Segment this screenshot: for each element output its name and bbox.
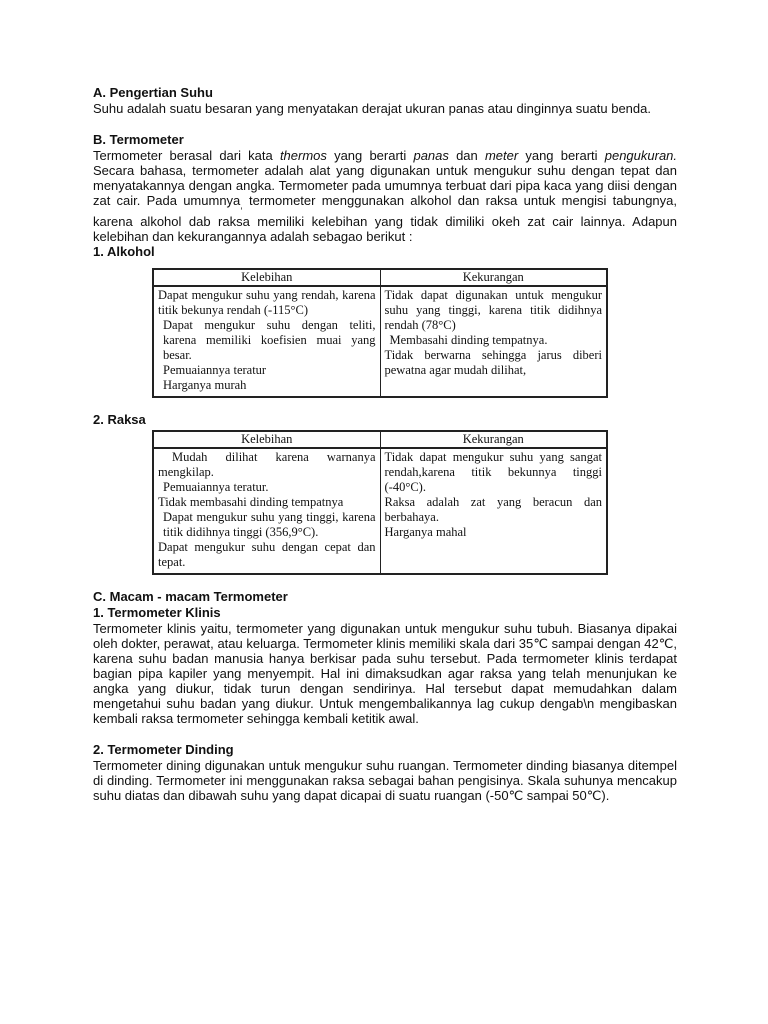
- heading-raksa: 2. Raksa: [93, 411, 146, 427]
- list-item: Dapat mengukur suhu dengan cepat dan tepat.: [158, 539, 376, 569]
- paragraph-termometer-dinding: Termometer dining digunakan untuk mengukur suhu ruangan. Termometer dinding biasanya ditempel di dinding. Termometer ini menggunakan raksa sebagai bahan pengisinya. Skala suhunya mencakup suhu diatas dan dibawah suhu yang dapat dicapai di suatu ruangan (-50℃ sampai 50℃).: [93, 757, 677, 803]
- heading-termometer-klinis: 1. Termometer Klinis: [93, 604, 221, 620]
- list-item: Dapat mengukur suhu yang rendah, karena titik bekunya rendah (-115°C): [158, 287, 376, 317]
- paragraph-termometer-klinis: Termometer klinis yaitu, termometer yang digunakan untuk mengukur suhu tubuh. Biasanya dipakai oleh dokter, perawat, atau keluarga. Termometer klinis memiliki skala dari 35℃ sampai dengan 42℃, karena suhu badan manusia hanya berkisar pada suhu tersebut. Pada termometer klinis terdapat bagian pipa kapiler yang menyempit. Hal ini dimaksudkan agar raksa yang telah menunjukan ke angka yang diukur, tidak turun dengan sendirinya. Hal tersebut dapat memudahkan dalam mengetahui suhu badan yang diukur. Untuk mengembalikannya lag cukup dengab\n mengibaskan kembali raksa termometer sehingga kembali ketitik awal.: [93, 620, 677, 726]
- list-item: Raksa adalah zat yang beracun dan berbahaya.: [384, 494, 602, 524]
- alkohol-kekurangan-cell: [380, 286, 607, 397]
- raksa-table: [152, 430, 608, 575]
- raksa-col-kekurangan: Kekurangan: [380, 431, 607, 448]
- raksa-col-kelebihan: Kelebihan: [153, 431, 380, 448]
- heading-pengertian-suhu: A. Pengertian Suhu: [93, 85, 213, 100]
- list-item: Tidak dapat mengukur suhu yang sangat rendah,karena titik bekunnya tinggi (-40°C).: [384, 449, 602, 494]
- paragraph-pengertian-suhu: Suhu adalah suatu besaran yang menyatakan derajat ukuran panas atau dinginnya suatu benda.: [93, 101, 651, 116]
- list-item: Tidak dapat digunakan untuk mengukur suhu yang tinggi, karena titik didihnya rendah (78°C): [384, 287, 602, 332]
- alkohol-table: [152, 268, 608, 398]
- alkohol-col-kelebihan: Kelebihan: [153, 269, 380, 286]
- heading-macam-termometer: C. Macam - macam Termometer: [93, 588, 288, 604]
- list-item: Pemuaiannya teratur: [163, 362, 267, 377]
- alkohol-kelebihan-cell: [153, 286, 380, 397]
- list-item: Harganya murah: [163, 377, 247, 392]
- heading-alkohol: 1. Alkohol: [93, 243, 155, 259]
- paragraph-termometer: Termometer berasal dari kata thermos yang berarti panas dan meter yang berarti pengukuran. Secara bahasa, termometer adalah alat yang digunakan untuk mengukur suhu dengan tepat dan menyatakannya dengan angka. Termometer pada umumnya terbuat dari pipa kaca yang diisi dengan zat cair. Pada umumnya$_,$ termometer menggunakan alkohol dan raksa untuk mengisi tabungnya, karena alkohol dab raksa memiliki kelebihan yang tidak dimiliki okeh zat cair lainnya. Adapun kelebihan dan kekurangannya adalah sebagao berikut :: [93, 148, 678, 244]
- heading-termometer-dinding: 2. Termometer Dinding: [93, 741, 234, 757]
- list-item: Dapat mengukur suhu dengan teliti, karena memiliki koefisien muai yang besar.: [163, 317, 376, 362]
- list-item: Dapat mengukur suhu yang tinggi, karena titik didihnya tinggi (356,9°C).: [163, 509, 376, 539]
- raksa-kekurangan-cell: [380, 448, 607, 574]
- list-item: Mudah dilihat karena warnanya mengkilap.: [158, 449, 376, 479]
- list-item: Harganya mahal: [384, 524, 467, 539]
- alkohol-col-kekurangan: Kekurangan: [380, 269, 607, 286]
- list-item: Tidak berwarna sehingga jarus diberi pewatna agar mudah dilihat,: [384, 347, 602, 377]
- raksa-kelebihan-cell: [153, 448, 380, 574]
- heading-termometer: B. Termometer: [93, 132, 184, 147]
- document-page: [93, 85, 677, 803]
- list-item: Tidak membasahi dinding tempatnya: [158, 494, 344, 509]
- list-item: Pemuaiannya teratur.: [163, 479, 269, 494]
- list-item: Membasahi dinding tempatnya.: [389, 332, 548, 347]
